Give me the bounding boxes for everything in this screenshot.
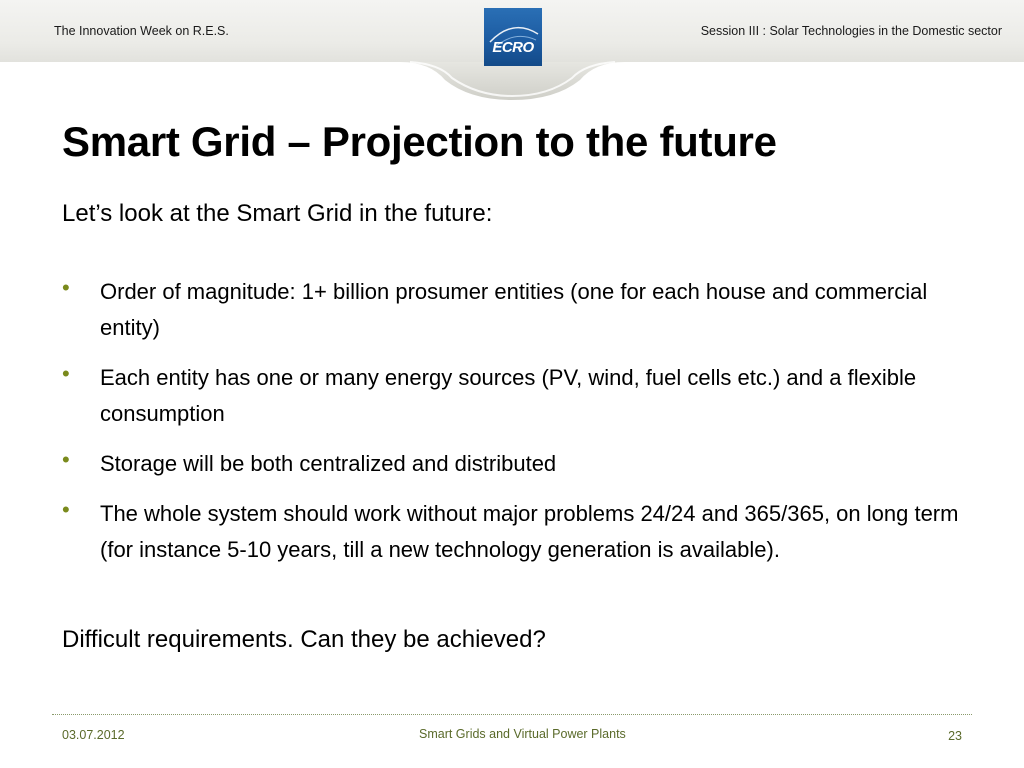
bullet-text: Each entity has one or many energy sources (PV, wind, fuel cells etc.) and a flexible consumption <box>100 365 917 426</box>
bullet-icon: • <box>62 447 70 472</box>
bullet-icon: • <box>62 497 70 522</box>
logo-text: ECRO <box>492 39 534 56</box>
footer-date: 03.07.2012 <box>62 728 125 742</box>
bullet-icon: • <box>62 361 70 386</box>
footer-divider <box>52 714 972 715</box>
ecro-logo <box>484 8 542 66</box>
bullet-item <box>62 446 982 482</box>
footer-presentation-title: Smart Grids and Virtual Power Plants <box>419 727 626 741</box>
slide-title: Smart Grid – Projection to the future <box>62 118 777 165</box>
header-event-title: The Innovation Week on R.E.S. <box>54 24 229 38</box>
slide-conclusion: Difficult requirements. Can they be achieved? <box>62 626 546 653</box>
bullet-icon: • <box>62 275 70 300</box>
bullet-item <box>62 496 982 568</box>
slide-intro: Let’s look at the Smart Grid in the future: <box>62 200 493 227</box>
footer-page-number: 23 <box>948 729 962 743</box>
bullet-list <box>62 274 982 582</box>
logo-arc-icon <box>484 8 542 66</box>
bullet-text: The whole system should work without major problems 24/24 and 365/365, on long term (for instance 5-10 years, till a new technology generation is available). <box>100 501 959 562</box>
bullet-item <box>62 360 982 432</box>
bullet-text: Order of magnitude: 1+ billion prosumer entities (one for each house and commercial entity) <box>100 279 928 340</box>
bullet-text: Storage will be both centralized and distributed <box>100 451 557 476</box>
bullet-item <box>62 274 982 346</box>
header-session-title: Session III : Solar Technologies in the Domestic sector <box>700 24 1002 38</box>
